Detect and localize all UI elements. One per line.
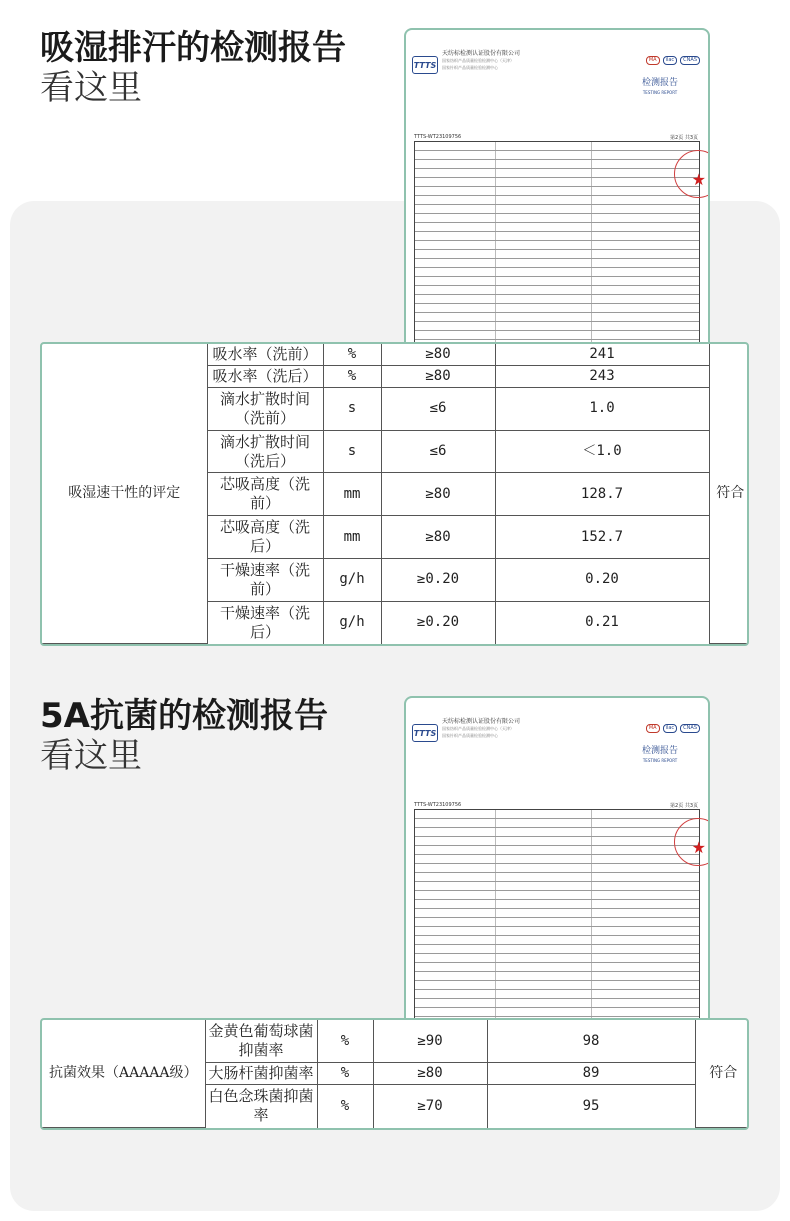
- ttts-logo-icon: TTTS: [412, 56, 438, 74]
- unit-cell: g/h: [323, 558, 381, 601]
- report-doc-no: TTTS-WT23109756: [414, 134, 462, 140]
- value-cell: 95: [487, 1085, 695, 1128]
- ilac-icon: ilac: [663, 56, 678, 65]
- category-cell: 吸湿速干性的评定: [42, 344, 207, 644]
- report-grid: [414, 141, 700, 344]
- item-cell: 白色念珠菌抑菌率: [205, 1085, 317, 1128]
- item-cell: 干燥速率（洗后）: [207, 601, 323, 643]
- standard-cell: ≥80: [381, 365, 495, 387]
- standard-cell: ≤6: [381, 387, 495, 430]
- report-org: 天纺标检测认证股份有限公司 国家纺织产品质量检验检测中心（天津） 国家针织产品质量检验检测中心: [442, 718, 521, 738]
- standard-cell: ≥0.20: [381, 558, 495, 601]
- standard-cell: ≥80: [381, 516, 495, 559]
- ilac-icon: ilac: [663, 724, 678, 733]
- value-cell: 241: [495, 344, 709, 365]
- section1-report-image: [404, 28, 710, 344]
- section2-title-line2: 看这里: [40, 736, 142, 776]
- table-row: [42, 344, 749, 365]
- section2-report-image: [404, 696, 710, 1020]
- item-cell: 滴水扩散时间（洗前）: [207, 387, 323, 430]
- report-title: 检测报告 TESTING REPORT: [641, 746, 678, 763]
- section1-data-table: [40, 342, 749, 646]
- value-cell: 128.7: [495, 473, 709, 516]
- ttts-logo-icon: TTTS: [412, 724, 438, 742]
- section1-title-line1: 吸湿排汗的检测报告: [40, 28, 346, 68]
- value-cell: 98: [487, 1020, 695, 1063]
- unit-cell: %: [317, 1063, 373, 1085]
- unit-cell: %: [323, 344, 381, 365]
- cnas-icon: CNAS: [680, 724, 700, 733]
- value-cell: 1.0: [495, 387, 709, 430]
- item-cell: 大肠杆菌抑菌率: [205, 1063, 317, 1085]
- item-cell: 吸水率（洗前）: [207, 344, 323, 365]
- section2-data-table: [40, 1018, 749, 1130]
- item-cell: 芯吸高度（洗前）: [207, 473, 323, 516]
- cnas-icon: CNAS: [680, 56, 700, 65]
- cert-marks: [646, 56, 700, 65]
- category-cell: 抗菌效果（AAAAA级）: [42, 1020, 205, 1128]
- section2-title: [40, 696, 328, 776]
- item-cell: 金黄色葡萄球菌抑菌率: [205, 1020, 317, 1063]
- item-cell: 滴水扩散时间（洗后）: [207, 430, 323, 473]
- ma-icon: MA: [646, 56, 660, 65]
- report-page-no: 第2页 共3页: [670, 803, 698, 809]
- item-cell: 干燥速率（洗前）: [207, 558, 323, 601]
- report-org: 天纺标检测认证股份有限公司 国家纺织产品质量检验检测中心（天津） 国家针织产品质量检验检测中心: [442, 50, 521, 70]
- item-cell: 吸水率（洗后）: [207, 365, 323, 387]
- unit-cell: %: [323, 365, 381, 387]
- table-row: [42, 1020, 749, 1063]
- value-cell: 0.21: [495, 601, 709, 643]
- value-cell: ＜1.0: [495, 430, 709, 473]
- unit-cell: mm: [323, 473, 381, 516]
- unit-cell: g/h: [323, 601, 381, 643]
- unit-cell: mm: [323, 516, 381, 559]
- standard-cell: ≥80: [381, 473, 495, 516]
- item-cell: 芯吸高度（洗后）: [207, 516, 323, 559]
- value-cell: 89: [487, 1063, 695, 1085]
- value-cell: 243: [495, 365, 709, 387]
- star-icon: ★: [691, 170, 706, 189]
- section2-title-line1: 5A抗菌的检测报告: [40, 696, 328, 736]
- unit-cell: %: [317, 1020, 373, 1063]
- report-page-no: 第2页 共3页: [670, 135, 698, 141]
- star-icon: ★: [691, 838, 706, 857]
- report-grid: [414, 809, 700, 1020]
- report-title: 检测报告 TESTING REPORT: [641, 78, 678, 95]
- unit-cell: s: [323, 430, 381, 473]
- standard-cell: ≥70: [373, 1085, 487, 1128]
- unit-cell: s: [323, 387, 381, 430]
- unit-cell: %: [317, 1085, 373, 1128]
- result-cell: 符合: [709, 344, 749, 644]
- value-cell: 0.20: [495, 558, 709, 601]
- standard-cell: ≥80: [381, 344, 495, 365]
- ma-icon: MA: [646, 724, 660, 733]
- cert-marks: [646, 724, 700, 733]
- standard-cell: ≤6: [381, 430, 495, 473]
- standard-cell: ≥90: [373, 1020, 487, 1063]
- value-cell: 152.7: [495, 516, 709, 559]
- standard-cell: ≥0.20: [381, 601, 495, 643]
- report-doc-no: TTTS-WT23109756: [414, 802, 462, 808]
- section1-title-line2: 看这里: [40, 68, 142, 108]
- result-cell: 符合: [695, 1020, 749, 1128]
- section1-title: [40, 28, 346, 108]
- standard-cell: ≥80: [373, 1063, 487, 1085]
